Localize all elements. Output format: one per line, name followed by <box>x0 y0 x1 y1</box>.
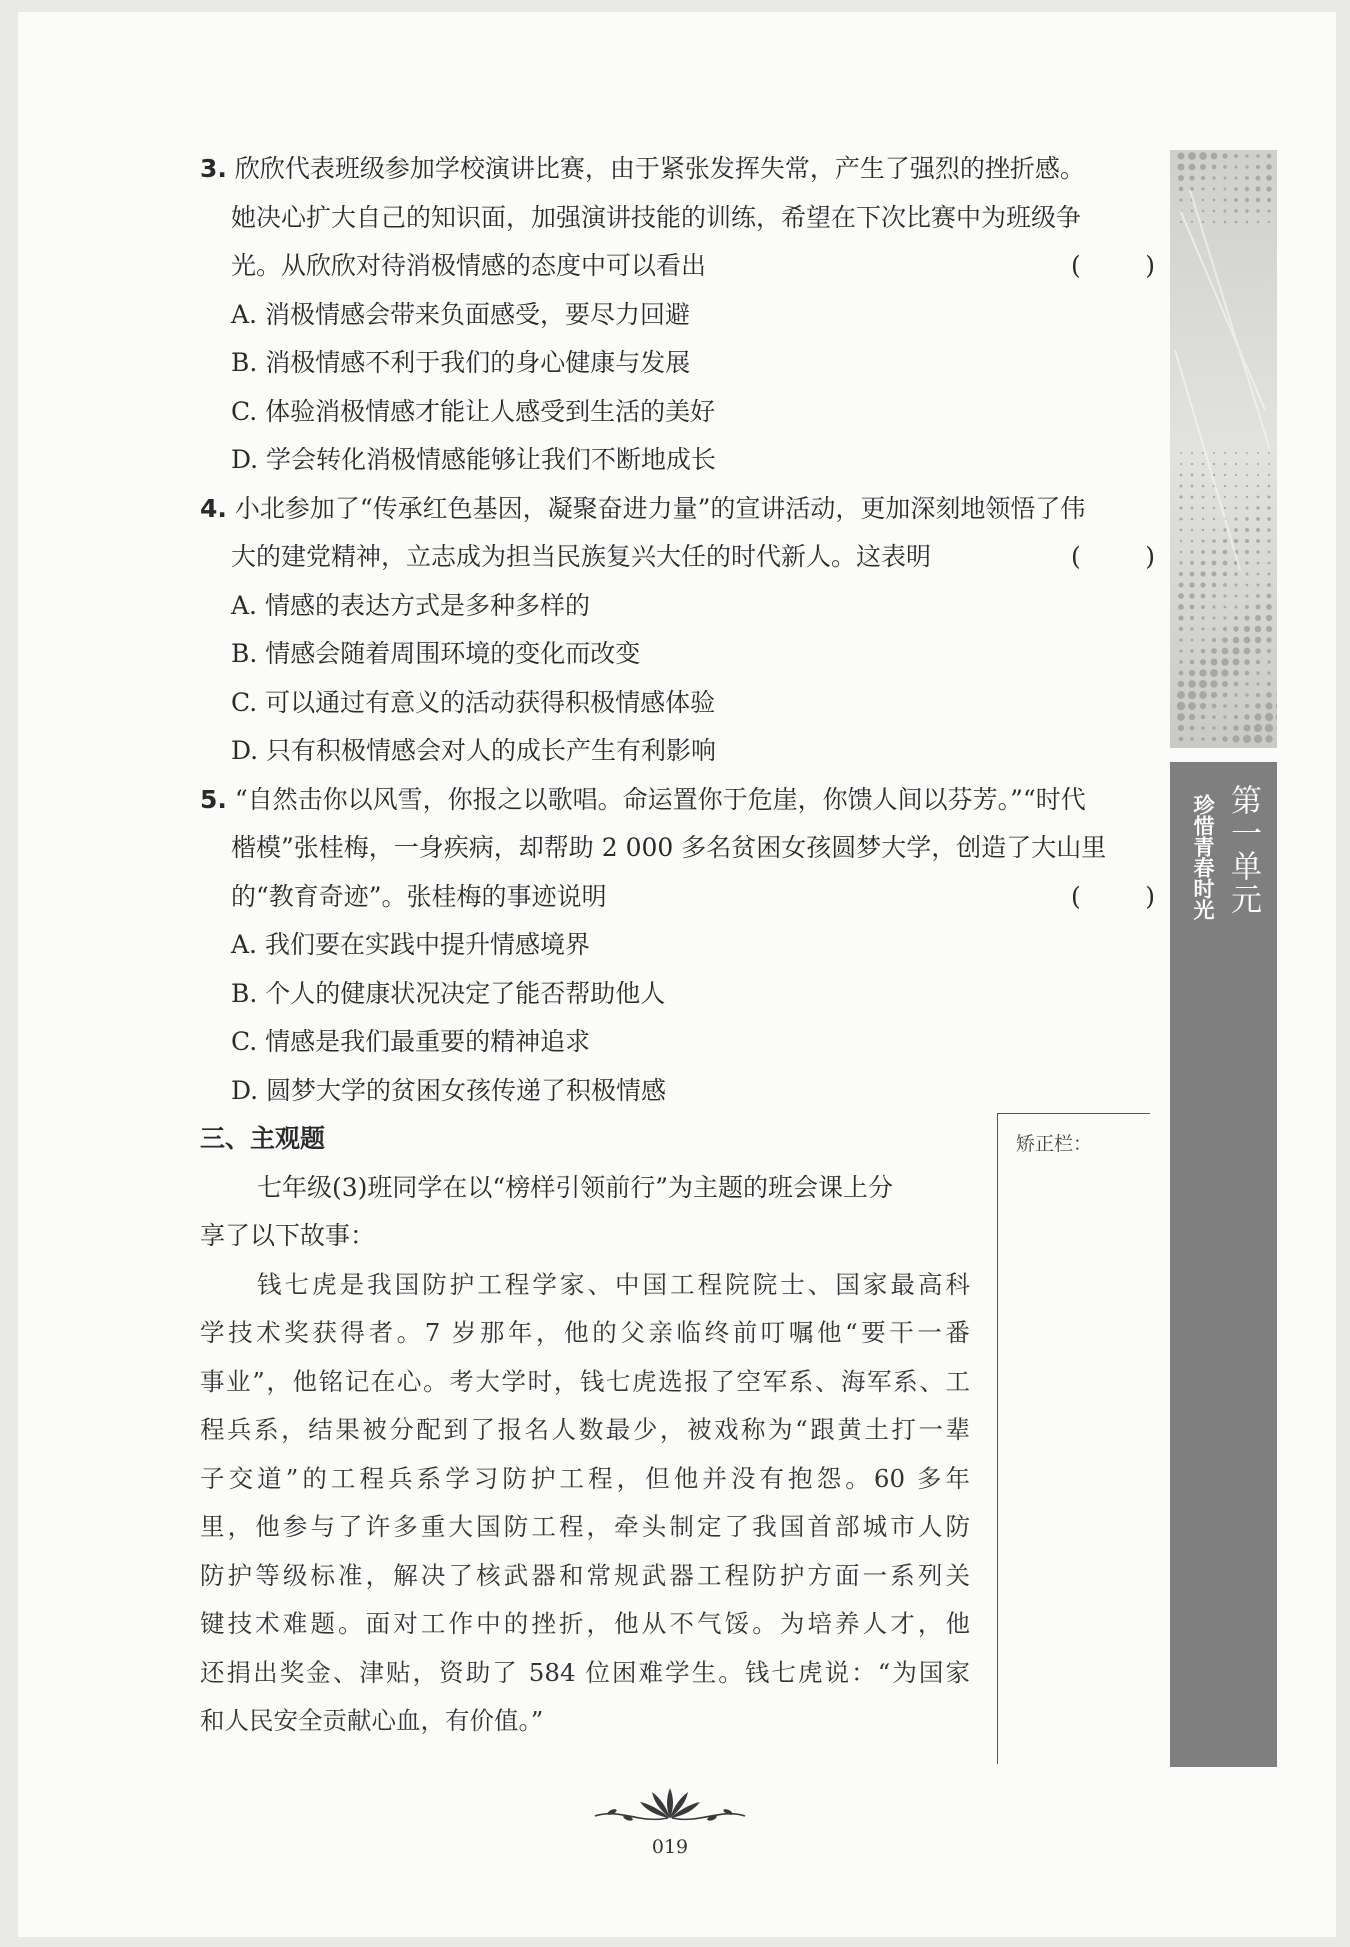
option-a[interactable]: A. 情感的表达方式是多种多样的 <box>231 590 590 620</box>
halftone-pattern-icon <box>1170 150 1277 748</box>
page-number: 019 <box>651 1836 689 1858</box>
correction-label: 矫正栏： <box>1016 1133 1093 1155</box>
story-line: 事业”，他铭记在心。考大学时，钱七虎选报了空军系、海军系、工 <box>200 1366 970 1396</box>
answer-blank[interactable]: ( ) <box>1071 542 1155 571</box>
side-tab-decoration <box>1170 150 1277 748</box>
option-b[interactable]: B. 个人的健康状况决定了能否帮助他人 <box>231 978 666 1008</box>
question-text: 光。从欣欣对待消极情感的态度中可以看出 <box>231 251 707 280</box>
intro-line: 享了以下故事： <box>200 1221 376 1250</box>
option-b[interactable]: B. 情感会随着周围环境的变化而改变 <box>231 639 641 668</box>
question-text: 她决心扩大自己的知识面，加强演讲技能的训练，希望在下次比赛中为班级争 <box>231 202 1082 232</box>
intro-line: 七年级(3)班同学在以“榜样引领前行”为主题的班会课上分 <box>257 1172 893 1202</box>
leaf-ornament-icon <box>590 1780 750 1830</box>
question-text: 小北参加了“传承红色基因，凝聚奋进力量”的宣讲活动，更加深刻地领悟了伟 <box>234 493 1086 523</box>
option-c[interactable]: C. 可以通过有意义的活动获得积极情感体验 <box>231 687 716 717</box>
option-d[interactable]: D. 学会转化消极情感能够让我们不断地成长 <box>231 445 717 474</box>
option-d[interactable]: D. 只有积极情感会对人的成长产生有利影响 <box>231 736 717 765</box>
unit-tab <box>1170 762 1277 1767</box>
question-number: 4. <box>200 493 227 523</box>
answer-blank[interactable]: ( ) <box>1071 251 1155 280</box>
story-line: 子交道”的工程兵系学习防护工程，但他并没有抱怨。60 多年 <box>200 1463 970 1493</box>
option-b[interactable]: B. 消极情感不利于我们的身心健康与发展 <box>231 348 691 377</box>
option-c[interactable]: C. 体验消极情感才能让人感受到生活的美好 <box>231 396 716 426</box>
story-line: 程兵系，结果被分配到了报名人数最少，被戏称为“跟黄土打一辈 <box>200 1415 970 1444</box>
question-text: 大的建党精神，立志成为担当民族复兴大任的时代新人。这表明 <box>231 542 932 571</box>
question-5 <box>200 776 1155 1116</box>
question-number: 3. <box>200 154 227 183</box>
story-line: 里，他参与了许多重大国防工程，牵头制定了我国首部城市人防 <box>200 1512 970 1541</box>
section-intro <box>200 1164 970 1261</box>
story-line: 防护等级标准，解决了核武器和常规武器工程防护方面一系列关 <box>200 1560 970 1590</box>
question-text: 欣欣代表班级参加学校演讲比赛，由于紧张发挥失常，产生了强烈的挫折感。 <box>234 154 1085 183</box>
story-passage <box>200 1261 970 1746</box>
story-line: 钱七虎是我国防护工程学家、中国工程院院士、国家最高科 <box>257 1269 970 1299</box>
answer-blank[interactable]: ( ) <box>1071 881 1155 911</box>
story-line: 还捐出奖金、津贴，资助了 584 位困难学生。钱七虎说：“为国家 <box>200 1657 970 1687</box>
question-4 <box>200 485 1155 776</box>
option-a[interactable]: A. 我们要在实践中提升情感境界 <box>231 930 590 959</box>
option-a[interactable]: A. 消极情感会带来负面感受，要尽力回避 <box>231 299 690 329</box>
story-line: 和人民安全贡献心血，有价值。” <box>200 1706 544 1735</box>
correction-box[interactable] <box>997 1113 1150 1764</box>
question-number: 5. <box>200 784 227 814</box>
question-3 <box>200 145 1155 485</box>
question-text: 的“教育奇迹”。张桂梅的事迹说明 <box>231 881 607 911</box>
story-line: 学技术奖获得者。7 岁那年，他的父亲临终前叮嘱他“要干一番 <box>200 1318 970 1347</box>
question-text: “自然击你以风雪，你报之以歌唱。命运置你于危崖，你馈人间以芬芳。”“时代 <box>234 784 1086 814</box>
section-title: 三、主观题 <box>200 1124 326 1153</box>
option-c[interactable]: C. 情感是我们最重要的精神追求 <box>231 1027 591 1056</box>
question-text: 楷模”张桂梅，一身疾病，却帮助 2 000 多名贫困女孩圆梦大学，创造了大山里 <box>231 833 1107 862</box>
unit-subtitle: 珍惜青春时光 <box>1191 794 1215 920</box>
story-line: 键技术难题。面对工作中的挫折，他从不气馁。为培养人才，他 <box>200 1609 970 1638</box>
option-d[interactable]: D. 圆梦大学的贫困女孩传递了积极情感 <box>231 1075 667 1105</box>
unit-title: 第一单元 <box>1225 784 1261 916</box>
